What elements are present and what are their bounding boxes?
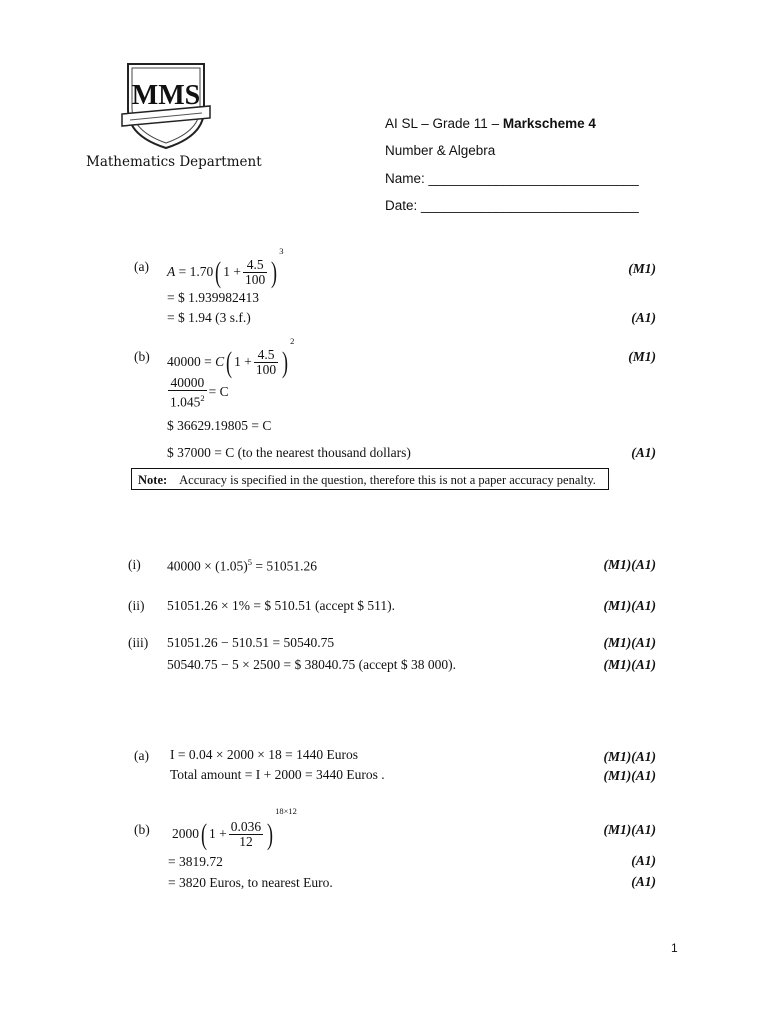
q1a-mark-m1: (M1) [628, 261, 656, 276]
q1b-mark-m1: (M1) [628, 349, 656, 364]
q3a-line2: Total amount = I + 2000 = 3440 Euros . [170, 767, 385, 782]
q2iii-label: (iii) [128, 635, 149, 650]
q2ii-label: (ii) [128, 598, 145, 613]
course-title: AI SL – Grade 11 – Markscheme 4 [385, 116, 596, 131]
q1a-line2: = $ 1.939982413 [167, 290, 259, 305]
q2ii-line: 51051.26 × 1% = $ 510.51 (accept $ 511). [167, 598, 396, 613]
date-field: Date: _____________________________ [385, 198, 639, 213]
q2iii-line1: 51051.26 − 510.51 = 50540.75 [167, 635, 335, 650]
q3b-line2: = 3819.72 [168, 854, 223, 869]
q3b-mark3: (A1) [631, 874, 656, 889]
q2ii-mark: (M1)(A1) [603, 598, 656, 613]
q3a-label: (a) [134, 748, 149, 763]
q3b-label: (b) [134, 822, 150, 837]
q2i-label: (i) [128, 557, 141, 572]
q2iii-mark2: (M1)(A1) [603, 657, 656, 672]
name-field: Name: ____________________________ [385, 171, 639, 186]
svg-text:MMS: MMS [131, 80, 201, 111]
department-label: Mathematics Department [86, 154, 262, 170]
q2iii-line2: 50540.75 − 5 × 2500 = $ 38040.75 (accept $ 38 000). [167, 657, 457, 672]
q1b-formula: 40000 = C( 1 + $\frac{4.5}{100}$ )$^2$ [167, 336, 295, 379]
markscheme-label: Markscheme 4 [502, 116, 596, 131]
q1a-formula: A = 1.70( 1 + $\frac{4.5}{100}$ )$^3$ [167, 246, 284, 289]
q2i-mark: (M1)(A1) [603, 557, 656, 572]
q1a-line3: = $ 1.94 (3 s.f.) [167, 310, 251, 325]
q3a-line1: I = 0.04 × 2000 × 18 = 1440 Euros [170, 747, 358, 762]
q1a-label: (a) [134, 259, 149, 274]
q2i-line: $40000 \times (1.05)^5 = 51051.26$ [167, 557, 317, 574]
q3a-mark2: (M1)(A1) [603, 768, 656, 783]
accuracy-note: Note: Accuracy is specified in the question, therefore this is not a paper accuracy penalty. [131, 468, 609, 490]
q1b-mark-a1: (A1) [631, 445, 656, 460]
q1b-line3: $ 36629.19805 = C [167, 418, 272, 433]
page-number: 1 [671, 941, 678, 955]
q1b-fraction-line: $\frac{40000}{1.045^2}$ = C [170, 375, 229, 410]
q3b-mark2: (A1) [631, 853, 656, 868]
q1b-label: (b) [134, 349, 150, 364]
q3b-line3: = 3820 Euros, to nearest Euro. [168, 875, 333, 890]
topic-label: Number & Algebra [385, 143, 496, 158]
school-logo [120, 58, 212, 150]
q2iii-mark1: (M1)(A1) [603, 635, 656, 650]
q1b-line4: $ 37000 = C (to the nearest thousand dollars) [167, 445, 411, 460]
q3b-formula: 2000( 1 + $\frac{0.036}{12}$ )$^{18\times 12}$ [172, 806, 297, 851]
q1a-mark-a1: (A1) [631, 310, 656, 325]
q3b-mark1: (M1)(A1) [603, 822, 656, 837]
q3a-mark1: (M1)(A1) [603, 749, 656, 764]
